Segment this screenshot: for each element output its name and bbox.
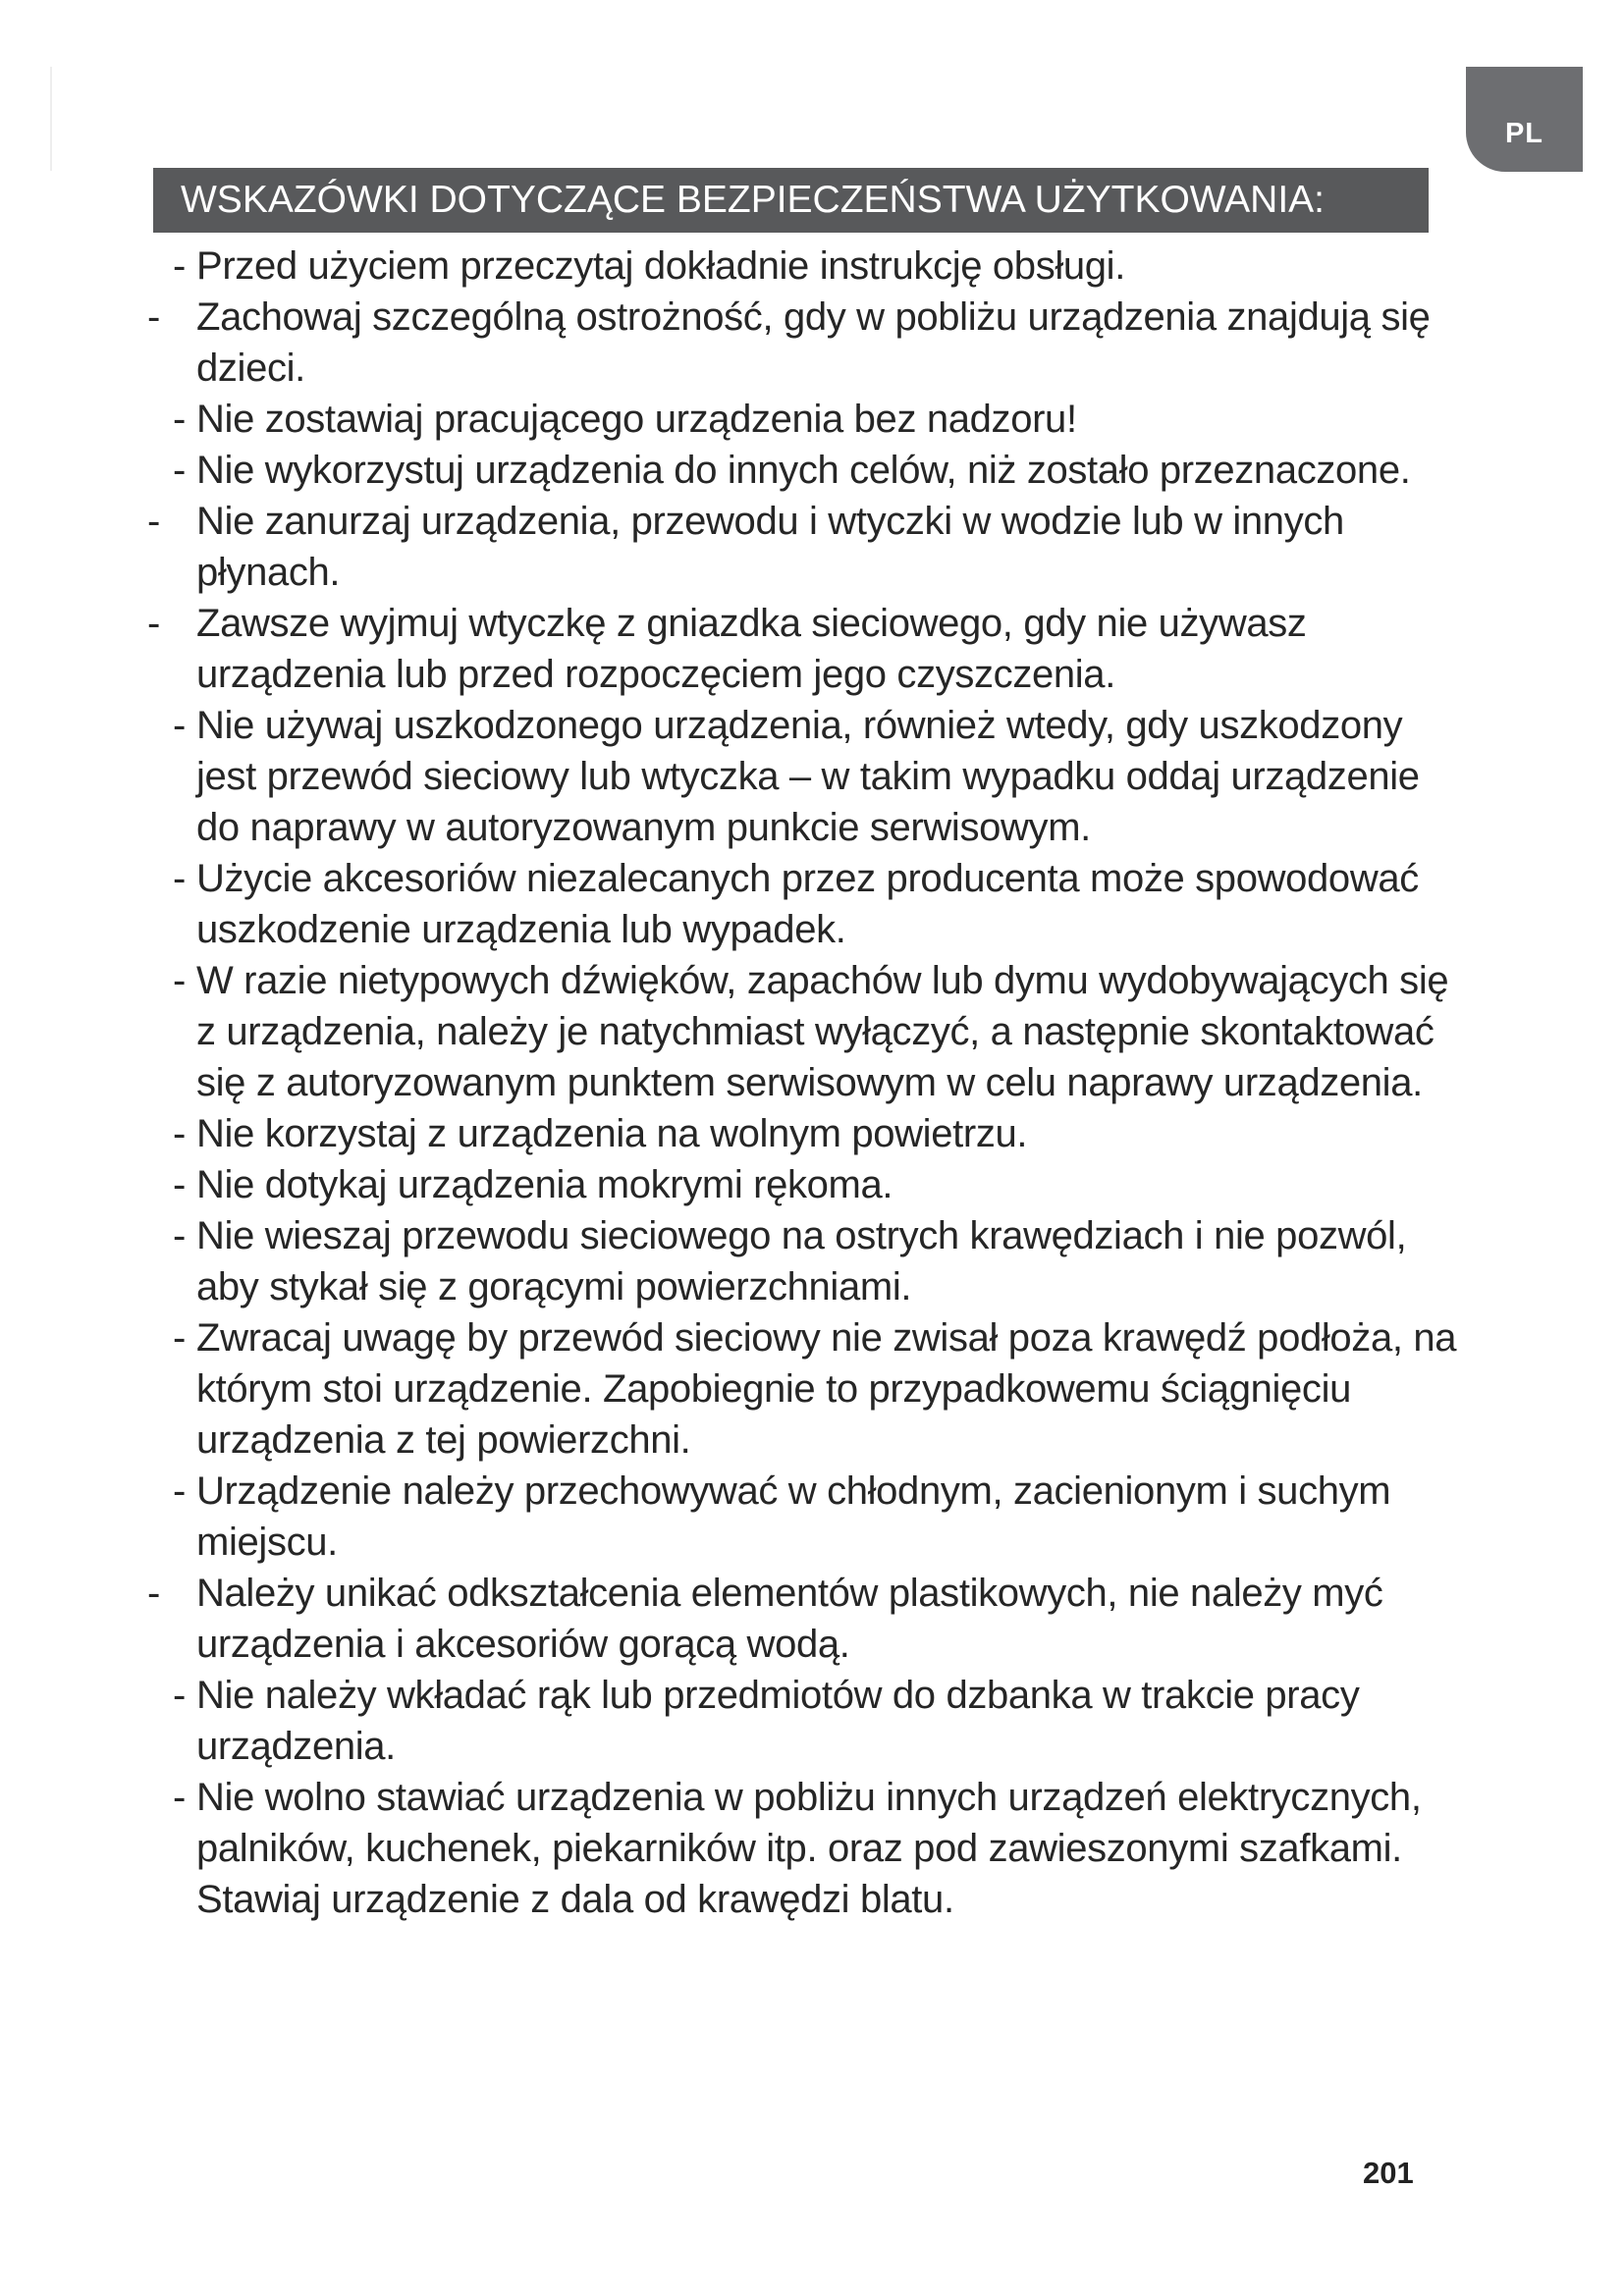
bullet-dash: - <box>147 1572 160 1615</box>
item-text: Urządzenie należy przechowywać w chłodnym, zacienionym i suchym miejscu. <box>196 1469 1391 1564</box>
item-text: Nie korzystaj z urządzenia na wolnym powietrzu. <box>196 1112 1028 1155</box>
bullet-dash: - <box>173 1316 186 1360</box>
list-item <box>147 394 1463 445</box>
list-item <box>147 445 1463 496</box>
section-heading: WSKAZÓWKI DOTYCZĄCE BEZPIECZEŃSTWA UŻYTKOWANIA: <box>153 168 1429 233</box>
item-text: Należy unikać odkształcenia elementów plastikowych, nie należy myć urządzenia i akcesoriów gorącą wodą. <box>196 1572 1383 1666</box>
item-text: Przed użyciem przeczytaj dokładnie instrukcję obsługi. <box>196 244 1125 288</box>
item-text: Nie używaj uszkodzonego urządzenia, również wtedy, gdy uszkodzony jest przewód sieciowy lub wtyczka – w takim wypadku oddaj urządzenie do naprawy w autoryzowanym punkcie serwisowym. <box>196 704 1420 849</box>
bullet-dash: - <box>173 1674 186 1717</box>
list-item <box>147 598 1463 700</box>
item-text: Użycie akcesoriów niezalecanych przez producenta może spowodować uszkodzenie urządzenia lub wypadek. <box>196 857 1419 951</box>
list-item <box>147 496 1463 598</box>
margin-rule <box>50 67 52 171</box>
item-text: Zawsze wyjmuj wtyczkę z gniazdka sieciowego, gdy nie używasz urządzenia lub przed rozpoczęciem jego czyszczenia. <box>196 602 1307 696</box>
bullet-dash: - <box>173 1776 186 1819</box>
bullet-dash: - <box>173 857 186 900</box>
bullet-dash: - <box>147 602 160 645</box>
page-number: 201 <box>1363 2156 1414 2190</box>
bullet-dash: - <box>173 704 186 747</box>
item-text: Nie należy wkładać rąk lub przedmiotów do dzbanka w trakcie pracy urządzenia. <box>196 1674 1360 1768</box>
list-item <box>147 1670 1463 1772</box>
safety-instructions-list <box>147 240 1463 1925</box>
bullet-dash: - <box>173 449 186 492</box>
bullet-dash: - <box>173 1163 186 1206</box>
list-item <box>147 240 1463 292</box>
language-tab-label: PL <box>1504 118 1544 149</box>
list-item <box>147 1210 1463 1312</box>
list-item <box>147 955 1463 1108</box>
list-item <box>147 1312 1463 1466</box>
list-item <box>147 1159 1463 1210</box>
bullet-dash: - <box>147 500 160 543</box>
item-text: Nie wolno stawiać urządzenia w pobliżu innych urządzeń elektrycznych, palników, kuchenek, piekarników itp. oraz pod zawieszonymi szafkami. Stawiaj urządzenie z dala od krawędzi blatu. <box>196 1776 1422 1921</box>
item-text: Zachowaj szczególną ostrożność, gdy w pobliżu urządzenia znajdują się dzieci. <box>196 295 1431 390</box>
bullet-dash: - <box>173 959 186 1002</box>
list-item <box>147 853 1463 955</box>
item-text: Nie wykorzystuj urządzenia do innych celów, niż zostało przeznaczone. <box>196 449 1411 492</box>
bullet-dash: - <box>173 1112 186 1155</box>
bullet-dash: - <box>147 295 160 339</box>
list-item <box>147 1466 1463 1568</box>
item-text: Nie wieszaj przewodu sieciowego na ostrych krawędziach i nie pozwól, aby stykał się z gorącymi powierzchniami. <box>196 1214 1407 1308</box>
bullet-dash: - <box>173 1469 186 1513</box>
language-tab <box>1466 67 1583 172</box>
list-item <box>147 1772 1463 1925</box>
item-text: Zwracaj uwagę by przewód sieciowy nie zwisał poza krawędź podłoża, na którym stoi urządzenie. Zapobiegnie to przypadkowemu ściągnięciu urządzenia z tej powierzchni. <box>196 1316 1457 1462</box>
item-text: W razie nietypowych dźwięków, zapachów lub dymu wydobywających się z urządzenia, należy je natychmiast wyłączyć, a następnie skontaktować się z autoryzowanym punktem serwisowym w celu naprawy urządzenia. <box>196 959 1449 1104</box>
bullet-dash: - <box>173 398 186 441</box>
item-text: Nie zostawiaj pracującego urządzenia bez nadzoru! <box>196 398 1077 441</box>
list-item <box>147 1568 1463 1670</box>
list-item <box>147 1108 1463 1159</box>
item-text: Nie dotykaj urządzenia mokrymi rękoma. <box>196 1163 893 1206</box>
list-item <box>147 292 1463 394</box>
item-text: Nie zanurzaj urządzenia, przewodu i wtyczki w wodzie lub w innych płynach. <box>196 500 1344 594</box>
bullet-dash: - <box>173 244 186 288</box>
bullet-dash: - <box>173 1214 186 1257</box>
list-item <box>147 700 1463 853</box>
